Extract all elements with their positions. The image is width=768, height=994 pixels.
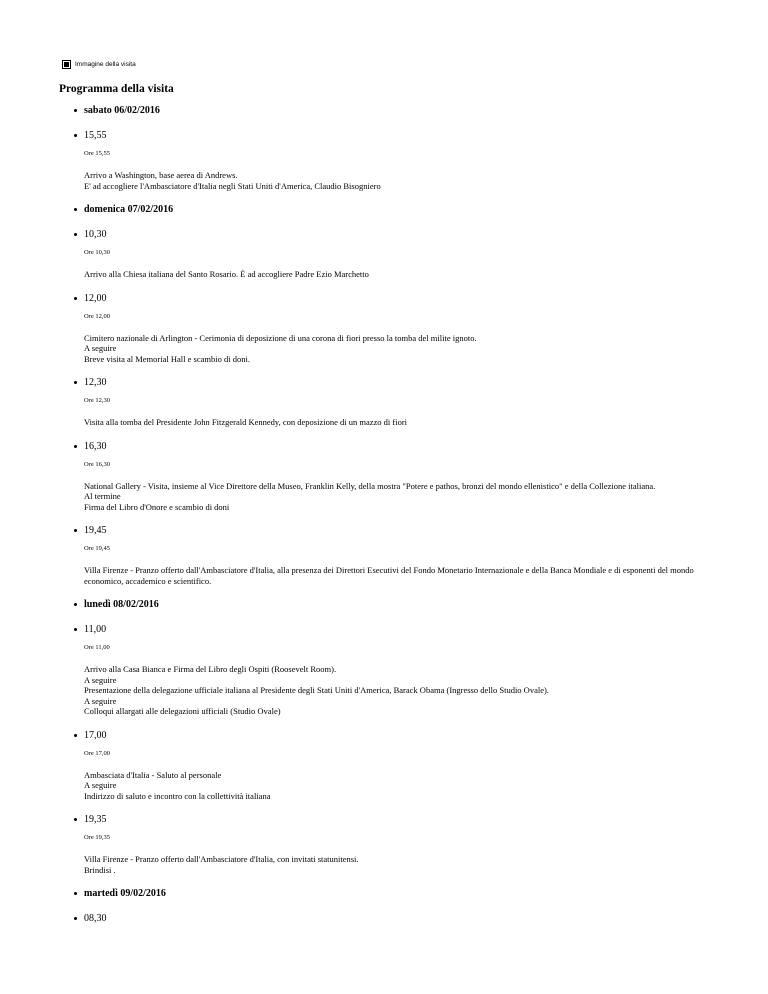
event-description: National Gallery - Visita, insieme al Vice Direttore della Museo, Franklin Kelly, della mostra "Potere e pathos, bronzi del mondo ellenistico" e della Collezione italiana. Al termine Firma del Libro d'Onore e scambio di doni xyxy=(84,480,656,512)
day-item: domenica 07/02/2016 xyxy=(62,203,702,216)
image-alt-text: Immagine della visita xyxy=(75,60,136,68)
time-label: 12,30 xyxy=(84,377,107,388)
time-slot-item xyxy=(62,129,702,191)
event-description: Villa Firenze - Pranzo offerto dall'Ambasciatore d'Italia, alla presenza dei Direttori Esecutivi del Fondo Monetario Internazionale e della Banca Mondiale e di esponenti del mondo economico, accademico e scientifico. xyxy=(84,565,694,586)
time-label: 12,00 xyxy=(84,292,107,304)
ore-label: Ore 12,30 xyxy=(84,397,110,404)
time-label: 10,30 xyxy=(84,229,107,240)
time-slot-item xyxy=(62,623,702,717)
event-description: Visita alla tomba del Presidente John Fitzgerald Kennedy, con deposizione di un mazzo di fiori xyxy=(84,417,408,427)
time-label: 11,00 xyxy=(84,624,107,635)
time-label: 19,45 xyxy=(84,525,107,536)
day-item: martedì 09/02/2016 xyxy=(62,887,702,900)
broken-image-icon xyxy=(62,60,71,69)
event-description: Ambasciata d'Italia - Saluto al personale A seguire Indirizzo di saluto e incontro con la collettività italiana xyxy=(84,769,271,801)
time-slot-item xyxy=(62,524,702,586)
time-slot-item xyxy=(62,376,702,428)
ore-label: Ore 19,45 xyxy=(84,545,110,552)
day-item: lunedì 08/02/2016 xyxy=(62,598,702,611)
time-label: 17,00 xyxy=(84,729,107,741)
time-slot-item xyxy=(62,440,702,513)
event-description: Arrivo alla Chiesa italiana del Santo Rosario. È ad accogliere Padre Ezio Marchetto xyxy=(84,269,369,279)
ore-label: Ore 19,35 xyxy=(84,834,110,841)
time-label: 08,30 xyxy=(84,913,107,924)
event-description: Arrivo a Washington, base aerea di Andrews. E' ad accogliere l'Ambasciatore d'Italia negli Stati Uniti d'America, Claudio Bisogniero xyxy=(84,170,381,191)
time-slot-item xyxy=(62,813,702,875)
time-slot-item xyxy=(62,228,702,280)
time-label: 15,55 xyxy=(84,130,107,141)
program-list xyxy=(62,104,702,937)
ore-label: Ore 10,30 xyxy=(84,249,110,256)
event-description: Arrivo alla Casa Bianca e Firma del Libro degli Ospiti (Roosevelt Room). A seguire Presentazione della delegazione ufficiale italiana al Presidente degli Stati Uniti d'America, Barack Obama (Ingresso dello Studio Ovale). A seguire Colloqui allargati alle delegazioni ufficiali (Studio Ovale) xyxy=(84,664,549,716)
program-heading: Programma della visita xyxy=(59,83,174,95)
time-slot-item xyxy=(62,912,702,925)
event-description: Cimitero nazionale di Arlington - Cerimonia di deposizione di una corona di fiori presso la tomba del milite ignoto. A seguire Breve visita al Memorial Hall e scambio di doni. xyxy=(84,332,477,364)
time-label: 19,35 xyxy=(84,814,107,825)
time-slot-item xyxy=(62,729,702,802)
visit-image xyxy=(62,58,136,70)
ore-label: Ore 15,55 xyxy=(84,150,110,157)
time-label: 16,30 xyxy=(84,440,107,452)
ore-label: Ore 12,00 xyxy=(84,312,110,320)
event-description: Villa Firenze - Pranzo offerto dall'Ambasciatore d'Italia, con invitati statunitensi. Brindisi . xyxy=(84,854,359,875)
ore-label: Ore 11,00 xyxy=(84,644,110,651)
ore-label: Ore 17,00 xyxy=(84,749,110,757)
day-item: sabato 06/02/2016 xyxy=(62,104,702,117)
time-slot-item xyxy=(62,292,702,365)
ore-label: Ore 16,30 xyxy=(84,460,110,468)
